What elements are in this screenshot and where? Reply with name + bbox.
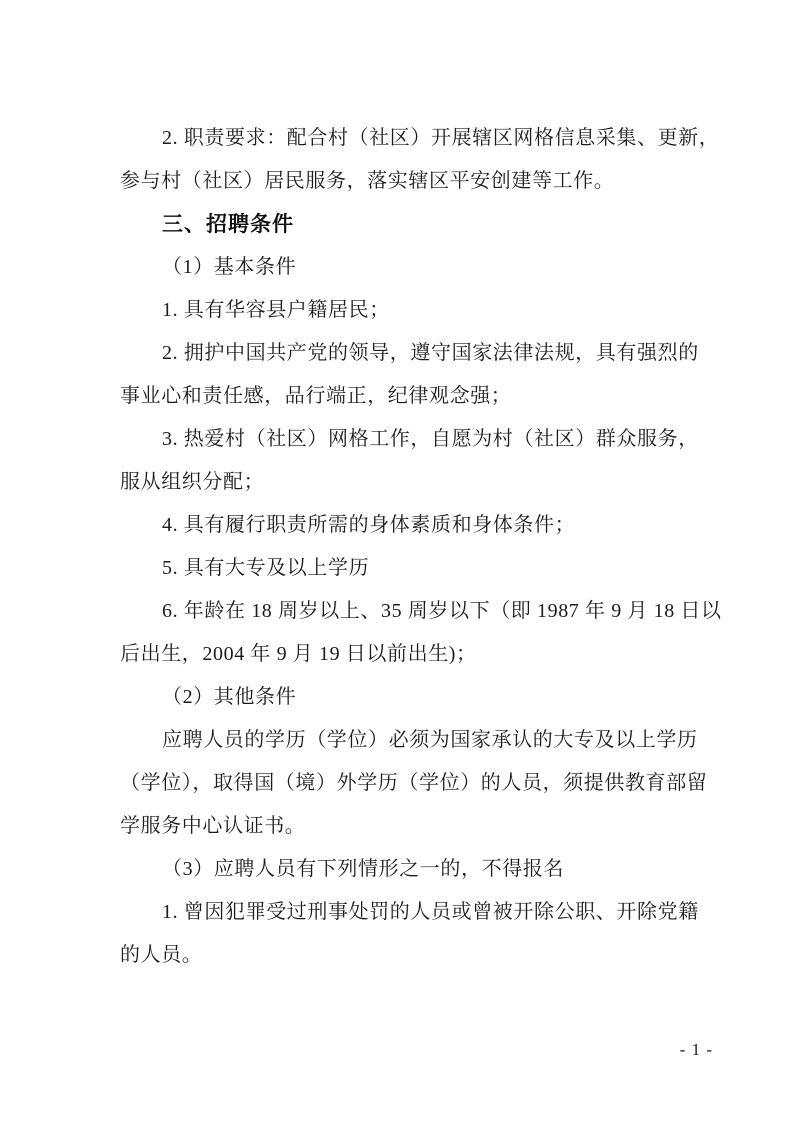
page-number: - 1 - — [679, 1040, 713, 1059]
condition-item-2: 2. 拥护中国共产党的领导，遵守国家法律法规，具有强烈的 — [162, 342, 699, 364]
paragraph-line-duty-requirements: 2. 职责要求：配合村（社区）开展辖区网格信息采集、更新， — [162, 127, 720, 149]
disqualification-item-1-cont: 的人员。 — [120, 944, 203, 966]
condition-item-5: 5. 具有大专及以上学历 — [162, 557, 370, 579]
other-conditions-paragraph-cont2: 学服务中心认证书。 — [120, 815, 306, 837]
subsection-other-conditions: （2）其他条件 — [162, 686, 297, 708]
condition-item-6: 6. 年龄在 18 周岁以上、35 周岁以下（即 1987 年 9 月 18 日以 — [162, 600, 722, 622]
section-heading-recruitment-conditions: 三、招聘条件 — [162, 213, 294, 236]
other-conditions-paragraph-cont1: （学位），取得国（境）外学历（学位）的人员，须提供教育部留 — [120, 772, 708, 794]
other-conditions-paragraph: 应聘人员的学历（学位）必须为国家承认的大专及以上学历 — [162, 729, 698, 751]
page-footer — [680, 1035, 713, 1065]
condition-item-2-cont: 事业心和责任感，品行端正，纪律观念强； — [120, 385, 512, 407]
condition-item-4: 4. 具有履行职责所需的身体素质和身体条件； — [162, 514, 576, 536]
paragraph-line-duty-requirements-cont: 参与村（社区）居民服务，落实辖区平安创建等工作。 — [120, 170, 615, 192]
subsection-disqualification: （3）应聘人员有下列情形之一的，不得报名 — [162, 858, 564, 880]
condition-item-6-cont: 后出生，2004 年 9 月 19 日以前出生)； — [120, 643, 477, 665]
condition-item-1: 1. 具有华容县户籍居民； — [162, 299, 390, 321]
document-body — [120, 117, 722, 977]
condition-item-3: 3. 热爱村（社区）网格工作，自愿为村（社区）群众服务， — [162, 428, 699, 450]
condition-item-3-cont: 服从组织分配； — [120, 471, 265, 493]
disqualification-item-1: 1. 曾因犯罪受过刑事处罚的人员或曾被开除公职、开除党籍 — [162, 901, 699, 923]
subsection-basic-conditions: （1）基本条件 — [162, 256, 297, 278]
